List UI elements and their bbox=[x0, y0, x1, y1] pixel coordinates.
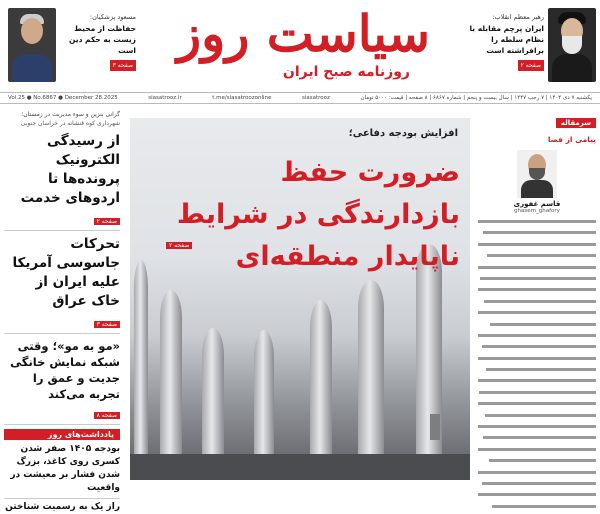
leader-portrait bbox=[548, 8, 596, 82]
issue-details: یکشنبه ۷ دی ۱۴۰۴ | ۷ رجب ۱۴۴۷ | سال بیست و پنجم | شماره ۶۸۶۷ | ۸ صفحه | قیمت: ۵۰۰۰ تومان bbox=[360, 95, 592, 101]
headline-kicker: افزایش بودجه دفاعی؛ bbox=[348, 128, 458, 139]
notes-section-header: یادداشت‌های روز bbox=[4, 429, 120, 440]
main-feature[interactable] bbox=[130, 118, 470, 480]
main-page-tag: صفحه ۲ bbox=[166, 242, 192, 249]
leader-quote-text bbox=[468, 12, 544, 71]
missile-image bbox=[310, 300, 332, 480]
missile-image bbox=[160, 290, 182, 480]
site-link-2[interactable]: t.me/siasatroozonline bbox=[212, 95, 272, 101]
issue-info-bar bbox=[0, 92, 600, 104]
story-title: تحرکات جاسوسی آمریکا علیه ایران از خاک عراق bbox=[12, 236, 120, 309]
president-portrait bbox=[8, 8, 56, 82]
note-item[interactable]: بودجه ۱۴۰۵ صفر شدن کسری روی کاغذ، بزرگ شدن فشار بر معیشت در واقعیت bbox=[10, 444, 120, 493]
editorial-section-header: سرمقاله bbox=[556, 118, 596, 128]
editorial-body bbox=[478, 220, 596, 513]
story-page-tag: صفحه ۸ bbox=[94, 412, 120, 419]
author-handle: ghasem_ghafory bbox=[514, 208, 560, 214]
leader-quote-kicker: رهبر معظم انقلاب: bbox=[492, 13, 544, 21]
newspaper-logo bbox=[130, 0, 470, 92]
leader-quote-page-tag: صفحه ۲ bbox=[518, 60, 544, 71]
story-item[interactable] bbox=[4, 235, 120, 334]
left-column bbox=[0, 106, 126, 512]
story-title: «مو به مو»؛ وقتی شبکه نمایش خانگی جدیت و عمق را تجربه می‌کند bbox=[10, 339, 120, 401]
lead-note bbox=[4, 110, 120, 128]
logo-title: سیاست روز bbox=[176, 4, 430, 63]
story-page-tag: صفحه ۳ bbox=[94, 321, 120, 328]
story-page-tag: صفحه ۲ bbox=[94, 218, 120, 225]
missile-image bbox=[358, 280, 384, 480]
president-quote-page-tag: صفحه ۳ bbox=[110, 60, 136, 71]
story-item[interactable] bbox=[4, 132, 120, 231]
site-link-1[interactable]: siasatrooz.ir bbox=[148, 95, 182, 101]
missile-image bbox=[134, 260, 148, 480]
site-link-3[interactable]: siasatrooz bbox=[302, 95, 330, 101]
missile-image bbox=[416, 244, 442, 480]
president-quote-kicker: مسعود پزشکیان: bbox=[89, 13, 136, 21]
president-quote-headline: حفاظت از محیط زیست به حکم دین است bbox=[69, 24, 136, 55]
president-quote-card[interactable] bbox=[8, 8, 138, 86]
lead-note-sub: شهرداری کوه قنشانه در خراسان جنوبی bbox=[20, 120, 120, 127]
author-avatar bbox=[517, 150, 557, 198]
logo-subtitle: روزنامه صبح ایران bbox=[282, 64, 410, 80]
editorial-title[interactable]: پیامی از فضا bbox=[547, 135, 596, 144]
president-quote-text bbox=[60, 12, 136, 71]
leader-quote-headline: ایران پرچم مقابله با نظام سلطه را برافراشته است bbox=[469, 24, 544, 55]
story-item[interactable] bbox=[4, 338, 120, 425]
story-title: از رسیدگی الکترونیک پرونده‌ها تا اردوهای خدمت bbox=[20, 133, 120, 206]
launcher-base bbox=[130, 454, 470, 480]
volume-number: Vol.25 ● No.6867 ● December 28.2025 bbox=[8, 95, 118, 101]
leader-quote-card[interactable] bbox=[470, 8, 600, 86]
missile-fin bbox=[430, 414, 440, 440]
note-item[interactable]: راز یک به رسمیت شناختن bbox=[4, 498, 120, 514]
masthead bbox=[0, 0, 600, 92]
main-headline: ضرورت حفظ بازدارندگی در شرایط ناپایدار منطقه‌ای bbox=[176, 157, 460, 272]
right-column bbox=[472, 106, 600, 480]
author-name: قاسم غفوری bbox=[513, 200, 561, 208]
lead-note-title: گرانی بنزین و سوء مدیریت در زمستان؛ bbox=[21, 111, 120, 118]
